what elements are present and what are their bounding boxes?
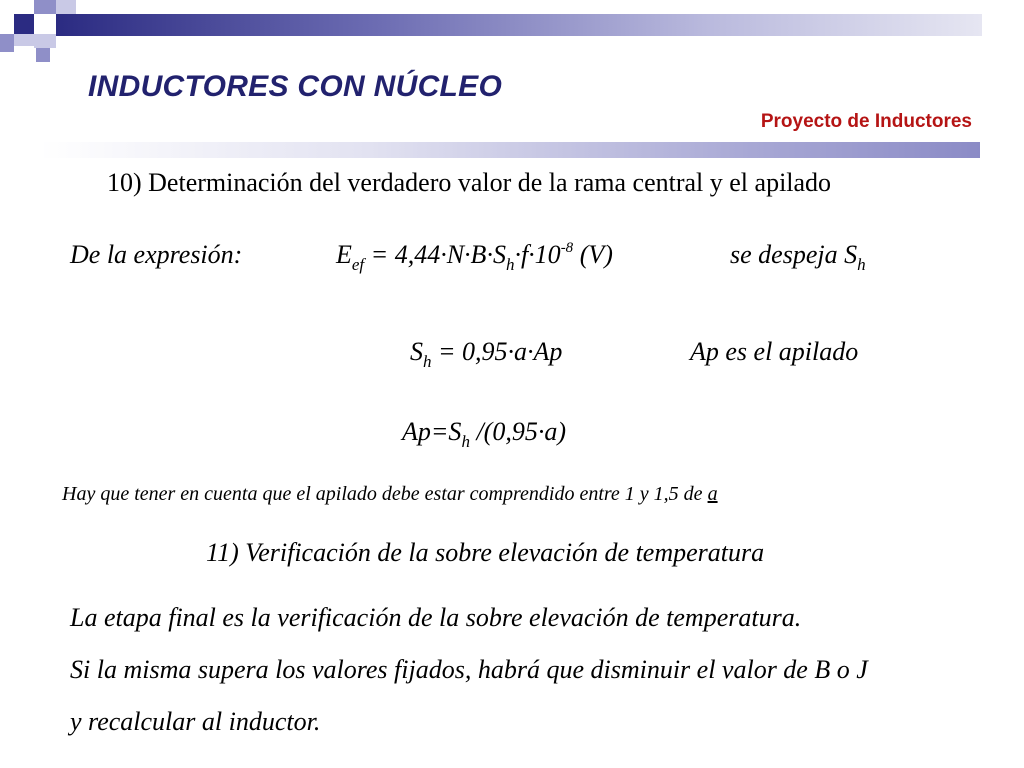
step-11-heading: 11) Verificación de la sobre elevación de temperatura [206,538,765,567]
sh-equation [410,337,563,371]
paragraph-line-1: La etapa final es la verificación de la sobre elevación de temperatura. [70,603,802,632]
voltage-equation [336,240,613,274]
eq1-lhs-subscript: ef [351,255,365,274]
corner-square-light-3 [14,34,34,46]
despeja-note [730,240,866,274]
step-10-heading: 10) Determinación del verdadero valor de la rama central y el apilado [107,168,832,197]
eq3-lhs: Ap=S [402,417,462,446]
separator-gradient-band [40,142,980,158]
range-note-text: Hay que tener en cuenta que el apilado debe estar comprendido entre 1 y 1,5 de [62,483,708,505]
corner-square-light-2 [34,34,56,48]
expression-intro: De la expresión: [70,240,243,269]
eq3-subscript: h [461,432,470,451]
eq1-s-subscript: h [505,255,515,274]
slide-subtitle: Proyecto de Inductores [760,111,972,132]
range-note [62,483,718,506]
eq1-exponent: -8 [560,240,574,256]
apilado-note: Ap es el apilado [690,337,859,366]
corner-square-mid-1 [34,0,56,14]
eq1-f-part: ·f·10 [514,240,561,269]
eq1-lhs: E [336,240,352,269]
despeja-subscript: h [857,255,866,274]
despeja-text: se despeja S [730,240,858,269]
eq2-rhs: = 0,95·a·Ap [431,337,563,366]
header-gradient-band [56,14,982,36]
corner-square-dark-1 [14,14,34,34]
slide-title: INDUCTORES CON NÚCLEO [88,70,503,103]
range-note-var: a [707,483,718,505]
eq2-lhs: S [410,337,423,366]
paragraph-line-3: y recalcular al inductor. [70,707,321,736]
corner-square-mid-2 [0,34,14,52]
eq1-middle: = 4,44·N·B·S [364,240,506,269]
ap-equation [402,417,566,451]
corner-square-mid-3 [36,48,50,62]
eq2-subscript: h [423,352,432,371]
eq1-unit: (V) [573,240,613,269]
eq3-rhs: /(0,95·a) [469,417,566,446]
paragraph-line-2: Si la misma supera los valores fijados, habrá que disminuir el valor de B o J [70,655,868,684]
corner-square-light-1 [56,0,76,14]
